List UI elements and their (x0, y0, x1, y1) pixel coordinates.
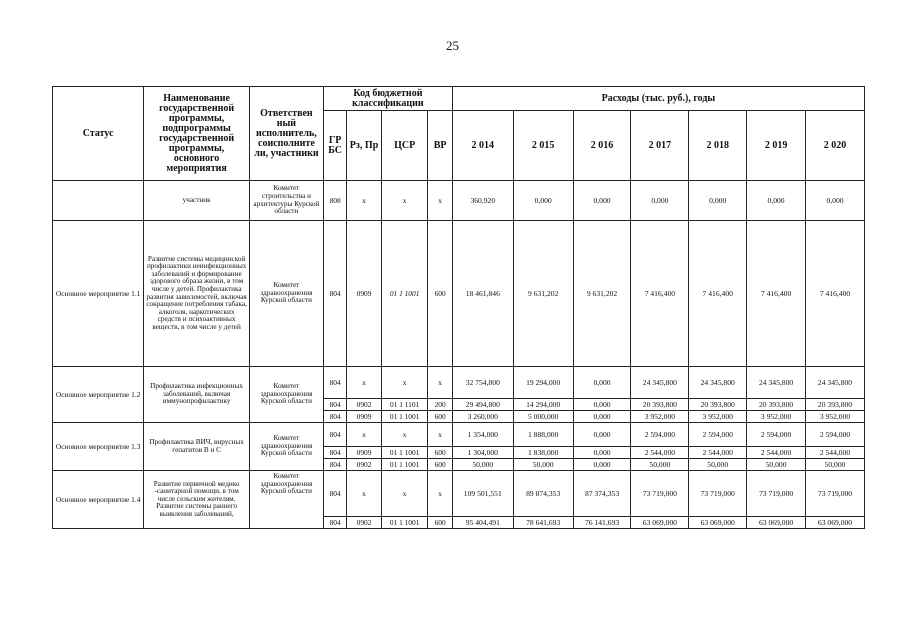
value-cell: 2 544,000 (689, 447, 747, 459)
value-cell: 63 069,000 (689, 517, 747, 529)
grbs-cell: 808 (323, 181, 346, 221)
budget-table (52, 86, 865, 529)
vr-cell: 200 (428, 399, 452, 411)
csr-cell: х (381, 471, 428, 517)
grbs-cell: 804 (323, 423, 346, 447)
csr-cell: 01 1 1001 (381, 221, 428, 367)
value-cell: 18 461,846 (452, 221, 513, 367)
name-cell: Развитие системы медицинской профилактики неинфекционных заболеваний и формирование здорового образа жизни, в том числе у детей. Профилактика развития зависимостей, включая сокращение потребления табака, алкоголя, наркотических средств и психоактивных веществ, в том числе у детей (144, 221, 250, 367)
value-cell: 73 719,000 (747, 471, 806, 517)
value-cell: 29 494,800 (452, 399, 513, 411)
value-cell: 20 393,800 (631, 399, 689, 411)
header-year: 2 016 (573, 111, 631, 181)
vr-cell: 600 (428, 221, 452, 367)
rzpr-cell: х (347, 423, 382, 447)
grbs-cell: 804 (323, 447, 346, 459)
header-status: Статус (53, 87, 144, 181)
executor-cell: Комитет здравоохранения Курской области (249, 423, 323, 471)
value-cell: 2 594,000 (747, 423, 806, 447)
value-cell: 7 416,400 (806, 221, 865, 367)
header-budget-code: Код бюджетной классификации (323, 87, 452, 111)
value-cell: 95 404,491 (452, 517, 513, 529)
csr-cell: х (381, 367, 428, 399)
rzpr-cell: 0909 (347, 447, 382, 459)
value-cell: 3 952,000 (689, 411, 747, 423)
csr-cell: х (381, 181, 428, 221)
value-cell: 9 631,202 (513, 221, 573, 367)
value-cell: 24 345,800 (747, 367, 806, 399)
value-cell: 1 354,000 (452, 423, 513, 447)
value-cell: 0,000 (573, 367, 631, 399)
value-cell: 3 952,000 (747, 411, 806, 423)
header-year: 2 015 (513, 111, 573, 181)
csr-cell: 01 1 1001 (381, 411, 428, 423)
value-cell: 2 594,000 (689, 423, 747, 447)
rzpr-cell: 0909 (347, 221, 382, 367)
value-cell: 0,000 (573, 447, 631, 459)
rzpr-cell: х (347, 181, 382, 221)
value-cell: 2 544,000 (631, 447, 689, 459)
executor-cell: Комитет строительства и архитектуры Курской области (249, 181, 323, 221)
page-number: 25 (446, 38, 459, 53)
vr-cell: х (428, 367, 452, 399)
header-grbs: ГР БС (323, 111, 346, 181)
header-expenses: Расходы (тыс. руб.), годы (452, 87, 864, 111)
value-cell: 0,000 (573, 399, 631, 411)
status-cell: Основное мероприятие 1.3 (53, 423, 144, 471)
value-cell: 50,000 (747, 459, 806, 471)
value-cell: 50,000 (631, 459, 689, 471)
grbs-cell: 804 (323, 221, 346, 367)
value-cell: 73 719,000 (689, 471, 747, 517)
status-cell (53, 181, 144, 221)
value-cell: 1 888,000 (513, 423, 573, 447)
value-cell: 24 345,800 (806, 367, 865, 399)
vr-cell: 600 (428, 459, 452, 471)
rzpr-cell: 0902 (347, 459, 382, 471)
value-cell: 7 416,400 (747, 221, 806, 367)
csr-cell: х (381, 423, 428, 447)
vr-cell: х (428, 471, 452, 517)
value-cell: 14 294,000 (513, 399, 573, 411)
value-cell: 0,000 (513, 181, 573, 221)
rzpr-cell: 0902 (347, 399, 382, 411)
rzpr-cell: х (347, 471, 382, 517)
value-cell: 32 754,800 (452, 367, 513, 399)
grbs-cell: 804 (323, 367, 346, 399)
value-cell: 78 641,693 (513, 517, 573, 529)
vr-cell: х (428, 423, 452, 447)
value-cell: 0,000 (747, 181, 806, 221)
name-cell: Профилактика инфекционных заболеваний, включая иммунопрофилактику (144, 367, 250, 423)
status-cell: Основное мероприятие 1.2 (53, 367, 144, 423)
name-cell: Развитие первичной медико -санитарной помощи, в том числе сельским жителям. Развитие системы раннего выявления заболеваний, (144, 471, 250, 529)
value-cell: 0,000 (631, 181, 689, 221)
grbs-cell: 804 (323, 399, 346, 411)
value-cell: 0,000 (806, 181, 865, 221)
value-cell: 0,000 (573, 411, 631, 423)
table-row (53, 423, 865, 447)
value-cell: 1 838,000 (513, 447, 573, 459)
table-row (53, 471, 865, 517)
value-cell: 89 874,353 (513, 471, 573, 517)
value-cell: 63 069,000 (747, 517, 806, 529)
value-cell: 20 393,800 (806, 399, 865, 411)
rzpr-cell: х (347, 367, 382, 399)
header-name: Наименование государственной программы, подпрограммы государственной программы, основного мероприятия (144, 87, 250, 181)
header-executor: Ответствен ный исполнитель, соисполните ли, участники (249, 87, 323, 181)
value-cell: 24 345,800 (631, 367, 689, 399)
rzpr-cell: 0902 (347, 517, 382, 529)
rzpr-cell: 0909 (347, 411, 382, 423)
vr-cell: 600 (428, 411, 452, 423)
value-cell: 19 294,000 (513, 367, 573, 399)
csr-cell: 01 1 1101 (381, 399, 428, 411)
vr-cell: 600 (428, 447, 452, 459)
value-cell: 9 631,202 (573, 221, 631, 367)
grbs-cell: 804 (323, 459, 346, 471)
value-cell: 76 141,693 (573, 517, 631, 529)
header-year: 2 020 (806, 111, 865, 181)
value-cell: 360,920 (452, 181, 513, 221)
value-cell: 3 260,000 (452, 411, 513, 423)
value-cell: 63 069,000 (806, 517, 865, 529)
table-row (53, 367, 865, 399)
header-rzpr: Рз, Пр (347, 111, 382, 181)
value-cell: 50,000 (513, 459, 573, 471)
grbs-cell: 804 (323, 411, 346, 423)
value-cell: 2 594,000 (806, 423, 865, 447)
csr-cell: 01 1 1001 (381, 459, 428, 471)
value-cell: 3 952,000 (631, 411, 689, 423)
value-cell: 87 374,353 (573, 471, 631, 517)
header-vr: ВР (428, 111, 452, 181)
value-cell: 2 544,000 (747, 447, 806, 459)
status-cell: Основное мероприятие 1.4 (53, 471, 144, 529)
executor-cell: Комитет здравоохранения Курской области (249, 367, 323, 423)
value-cell: 63 069,000 (631, 517, 689, 529)
name-cell: Профилактика ВИЧ, вирусных гепатитов В и С (144, 423, 250, 471)
executor-cell: Комитет здравоохранения Курской области (249, 471, 323, 529)
header-year: 2 017 (631, 111, 689, 181)
csr-cell: 01 1 1001 (381, 447, 428, 459)
header-year: 2 018 (689, 111, 747, 181)
value-cell: 50,000 (689, 459, 747, 471)
value-cell: 0,000 (573, 423, 631, 447)
value-cell: 2 594,000 (631, 423, 689, 447)
value-cell: 5 000,000 (513, 411, 573, 423)
header-year: 2 014 (452, 111, 513, 181)
value-cell: 20 393,800 (689, 399, 747, 411)
vr-cell: 600 (428, 517, 452, 529)
value-cell: 2 544,000 (806, 447, 865, 459)
value-cell: 0,000 (573, 181, 631, 221)
table-row (53, 221, 865, 367)
value-cell: 7 416,400 (689, 221, 747, 367)
vr-cell: х (428, 181, 452, 221)
table-row (53, 181, 865, 221)
value-cell: 7 416,400 (631, 221, 689, 367)
executor-cell: Комитет здравоохранения Курской области (249, 221, 323, 367)
value-cell: 3 952,000 (806, 411, 865, 423)
value-cell: 109 501,551 (452, 471, 513, 517)
value-cell: 73 719,000 (631, 471, 689, 517)
value-cell: 50,000 (452, 459, 513, 471)
grbs-cell: 804 (323, 471, 346, 517)
csr-cell: 01 1 1001 (381, 517, 428, 529)
grbs-cell: 804 (323, 517, 346, 529)
value-cell: 0,000 (689, 181, 747, 221)
status-cell: Основное мероприятие 1.1 (53, 221, 144, 367)
value-cell: 20 393,800 (747, 399, 806, 411)
value-cell: 73 719,000 (806, 471, 865, 517)
header-csr: ЦСР (381, 111, 428, 181)
value-cell: 50,000 (806, 459, 865, 471)
header-year: 2 019 (747, 111, 806, 181)
value-cell: 24 345,800 (689, 367, 747, 399)
name-cell: участник (144, 181, 250, 221)
value-cell: 0,000 (573, 459, 631, 471)
value-cell: 1 304,000 (452, 447, 513, 459)
